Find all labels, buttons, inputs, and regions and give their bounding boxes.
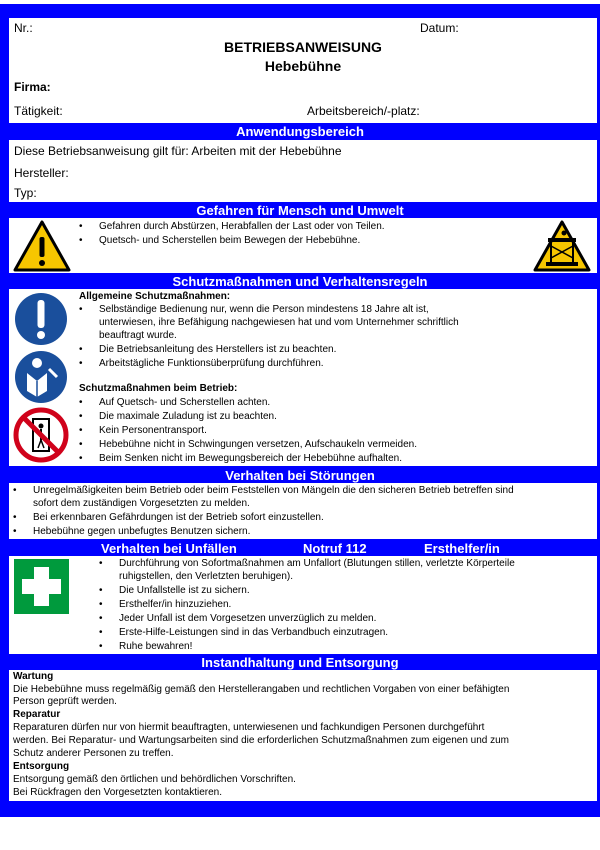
allg-schutz-title: Allgemeine Schutzmaßnahmen: xyxy=(79,291,231,302)
section-heading-instandhaltung: Instandhaltung und Entsorgung xyxy=(201,655,399,670)
unfall-item: • Ruhe bewahren! xyxy=(119,641,192,654)
scope-text: Diese Betriebsanweisung gilt für: Arbeiten mit der Hebebühne xyxy=(14,144,342,158)
wartung-text: Die Hebebühne muss regelmäßig gemäß den Herstellerangaben und rechtlichen Vorgaben von einer befähigten xyxy=(13,684,510,695)
entsorgung-title: Entsorgung xyxy=(13,761,70,772)
firma-label: Firma: xyxy=(14,80,51,94)
schutz-item-continuation: beauftragt wurde. xyxy=(99,330,177,341)
warning-triangle-icon xyxy=(13,220,71,272)
reparatur-text: werden. Bei Reparatur- und Wartungsarbeiten sind die erforderlichen Schutzmaßnahmen zum eigenen und zum xyxy=(13,735,510,746)
hersteller-label: Hersteller: xyxy=(14,166,69,180)
arbeitsbereich-label: Arbeitsbereich/-platz: xyxy=(307,104,420,118)
gefahren-item: • Gefahren durch Abstürzen, Herabfallen der Last oder von Teilen. xyxy=(99,221,385,234)
crush-hazard-icon xyxy=(533,220,591,272)
schutz-item: • Die Betriebsanleitung des Herstellers ist zu beachten. xyxy=(99,344,336,357)
reparatur-title: Reparatur xyxy=(13,709,61,720)
section-heading-anwendungsbereich: Anwendungsbereich xyxy=(236,124,364,139)
schutzmassnahmen-panel xyxy=(9,289,597,466)
stoerung-item-continuation: sofort dem zuständigen Vorgesetzten zu melden. xyxy=(33,498,250,509)
reparatur-text: Schutz anderer Personen zu treffen. xyxy=(13,748,174,759)
schutz-item: • Arbeitstägliche Funktionsüberprüfung durchführen. xyxy=(99,358,324,371)
stoerung-item: • Hebebühne gegen unbefugtes Benutzen sichern. xyxy=(33,526,250,539)
betrieb-item: • Kein Personentransport. xyxy=(99,425,207,438)
unfall-item: • Die Unfallstelle ist zu sichern. xyxy=(119,585,250,598)
unfall-item: • Jeder Unfall ist dem Vorgesetzen unverzüglich zu melden. xyxy=(119,613,376,626)
unfall-item: • Ersthelfer/in hinzuziehen. xyxy=(119,599,231,612)
section-heading-stoerungen: Verhalten bei Störungen xyxy=(225,468,375,483)
entsorgung-text: Bei Rückfragen den Vorgesetzten kontaktieren. xyxy=(13,787,223,798)
anwendungsbereich-panel xyxy=(9,140,597,202)
betrieb-schutz-title: Schutzmaßnahmen beim Betrieb: xyxy=(79,383,238,394)
stoerung-item: • Unregelmäßigkeiten beim Betrieb oder beim Feststellen von Mängeln die den sicheren Betrieb betreffen sind xyxy=(33,485,514,498)
unfall-item-continuation: ruhigstellen, den Verletzten beruhigen). xyxy=(119,571,294,582)
betrieb-item: • Auf Quetsch- und Scherstellen achten. xyxy=(99,397,270,410)
document-subtitle: Hebebühne xyxy=(264,58,342,74)
section-heading-unfaelle: Verhalten bei Unfällen xyxy=(101,541,237,556)
schutz-item-continuation: unterwiesen, ihre Befähigung nachgewiesen hat und vom Unternehmer schriftlich xyxy=(99,317,459,328)
instandhaltung-panel xyxy=(9,670,597,801)
entsorgung-text: Entsorgung gemäß den örtlichen und behördlichen Vorschriften. xyxy=(13,774,296,785)
unfaelle-panel xyxy=(9,556,597,654)
stoerung-item: • Bei erkennbaren Gefährdungen ist der Betrieb sofort einzustellen. xyxy=(33,512,324,525)
ersthelfer-label: Ersthelfer/in xyxy=(424,541,500,556)
read-manual-icon xyxy=(13,349,69,405)
reparatur-text: Reparaturen dürfen nur von hiermit beauftragten, unterwiesenen und fachkundigen Personen durchgeführt xyxy=(13,722,485,733)
stoerungen-panel xyxy=(9,483,597,539)
wartung-text: Person geprüft werden. xyxy=(13,696,117,707)
unfall-item: • Durchführung von Sofortmaßnahmen am Unfallort (Blutungen stillen, verletzte Körperteile xyxy=(119,558,515,571)
no-person-transport-icon xyxy=(13,407,69,463)
first-aid-cross-icon xyxy=(14,559,69,614)
betrieb-item: • Die maximale Zuladung ist zu beachten. xyxy=(99,411,277,424)
wartung-title: Wartung xyxy=(13,671,54,682)
unfall-item: • Erste-Hilfe-Leistungen sind in das Verbandbuch einzutragen. xyxy=(119,627,388,640)
mandatory-exclamation-icon xyxy=(13,291,69,347)
typ-label: Typ: xyxy=(14,186,37,200)
gefahren-item: • Quetsch- und Scherstellen beim Bewegen der Hebebühne. xyxy=(99,235,360,248)
nr-label: Nr.: xyxy=(14,21,33,35)
document-title: BETRIEBSANWEISUNG xyxy=(224,39,382,55)
betrieb-item: • Beim Senken nicht im Bewegungsbereich der Hebebühne aufhalten. xyxy=(99,453,402,466)
section-heading-schutzmassnahmen: Schutzmaßnahmen und Verhaltensregeln xyxy=(172,274,428,289)
notruf-number: Notruf 112 xyxy=(303,541,367,556)
betrieb-item: • Hebebühne nicht in Schwingungen versetzen, Aufschaukeln vermeiden. xyxy=(99,439,417,452)
section-heading-gefahren: Gefahren für Mensch und Umwelt xyxy=(196,203,404,218)
datum-label: Datum: xyxy=(420,21,459,35)
schutz-item: • Selbständige Bedienung nur, wenn die Person mindestens 18 Jahre alt ist, xyxy=(99,304,429,317)
header-panel xyxy=(9,18,597,123)
gefahren-panel xyxy=(9,218,597,273)
taetigkeit-label: Tätigkeit: xyxy=(14,104,63,118)
